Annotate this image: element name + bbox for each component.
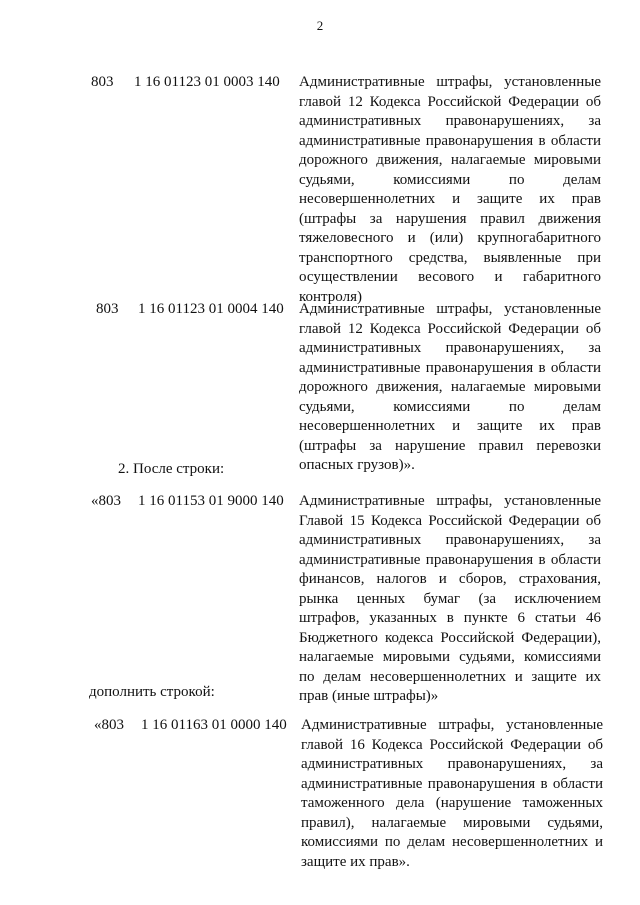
description-line: Административные штрафы, установленные [299, 74, 601, 90]
description-line: финансов, налогов и сборов, страхования, [299, 571, 601, 587]
description-line: несовершеннолетних и защите их прав [299, 191, 601, 207]
budget-code-entry [0, 716, 640, 876]
description-line: административные правонарушения в области [299, 551, 601, 568]
description-line: Административные штрафы, установленные [301, 717, 603, 733]
budget-code-entry [0, 73, 640, 313]
admin-code: 803 [91, 74, 114, 90]
description-line: административных правонарушениях, за [301, 756, 603, 772]
description-line: дорожного движения, налагаемые мировыми [299, 152, 601, 168]
description-line: правил), налагаемые мировыми судьями, [301, 814, 603, 831]
description-line: тяжеловесного и (или) крупногабаритного [299, 230, 601, 246]
description-line: налагаемые мировыми судьями, комиссиями [299, 649, 601, 665]
description-line: административных правонарушениях, за [299, 340, 601, 356]
description-line: Административные штрафы, установленные [299, 493, 601, 509]
page-number: 2 [316, 18, 324, 33]
description-line: административные правонарушения в области [299, 132, 601, 149]
description-line: опасных грузов)». [299, 457, 415, 473]
description-line: защите их прав». [301, 853, 410, 870]
description-line: по делам несовершеннолетних и защите их [299, 668, 601, 685]
description-line: штрафов, указанных в пункте 6 статьи 46 [299, 610, 601, 626]
description-line: несовершеннолетних и защите их прав [299, 418, 601, 434]
kbk-code: 1 16 01123 01 0004 140 [138, 301, 284, 317]
entry-description [301, 716, 603, 872]
description-line: административных правонарушениях, за [299, 113, 601, 129]
description-line: административные правонарушения в области [299, 359, 601, 376]
description-line: комиссиями по делам несовершеннолетних и [301, 834, 603, 850]
description-line: административные правонарушения в области [301, 775, 603, 792]
description-line: прав (иные штрафы)» [299, 688, 439, 704]
description-line: главой 12 Кодекса Российской Федерации об [299, 320, 601, 337]
description-line: главой 16 Кодекса Российской Федерации об [301, 736, 603, 753]
budget-code-entry [0, 492, 640, 712]
item-2-heading: 2. После строки: [118, 461, 225, 477]
description-line: административных правонарушениях, за [299, 532, 601, 548]
description-line: рынка ценных бумаг (за исключением [299, 590, 601, 607]
kbk-code: 1 16 01123 01 0003 140 [134, 74, 280, 90]
description-line: транспортного средства, выявленные при [299, 249, 601, 266]
kbk-code: 1 16 01163 01 0000 140 [141, 717, 287, 733]
description-line: главой 12 Кодекса Российской Федерации об [299, 93, 601, 110]
append-instruction: дополнить строкой: [89, 684, 215, 700]
description-line: таможенного дела (нарушение таможенных [301, 795, 603, 811]
entry-description [299, 73, 601, 307]
entry-description [299, 300, 601, 476]
kbk-code: 1 16 01153 01 9000 140 [138, 493, 284, 509]
entry-description [299, 492, 601, 707]
description-line: (штрафы за нарушение правил перевозки [299, 437, 601, 454]
description-line: контроля) [299, 288, 362, 305]
description-line: дорожного движения, налагаемые мировыми [299, 379, 601, 395]
admin-code: «803 [91, 493, 121, 509]
description-line: (штрафы за нарушения правил движения [299, 210, 601, 227]
description-line: Главой 15 Кодекса Российской Федерации об [299, 512, 601, 529]
description-line: судьями, комиссиями по делам [299, 171, 601, 188]
description-line: осуществлении весового и габаритного [299, 269, 601, 285]
admin-code: «803 [94, 717, 124, 733]
budget-code-entry [0, 300, 640, 480]
description-line: судьями, комиссиями по делам [299, 398, 601, 415]
description-line: Административные штрафы, установленные [299, 301, 601, 317]
description-line: Бюджетного кодекса Российской Федерации), [299, 629, 601, 646]
admin-code: 803 [96, 301, 119, 317]
